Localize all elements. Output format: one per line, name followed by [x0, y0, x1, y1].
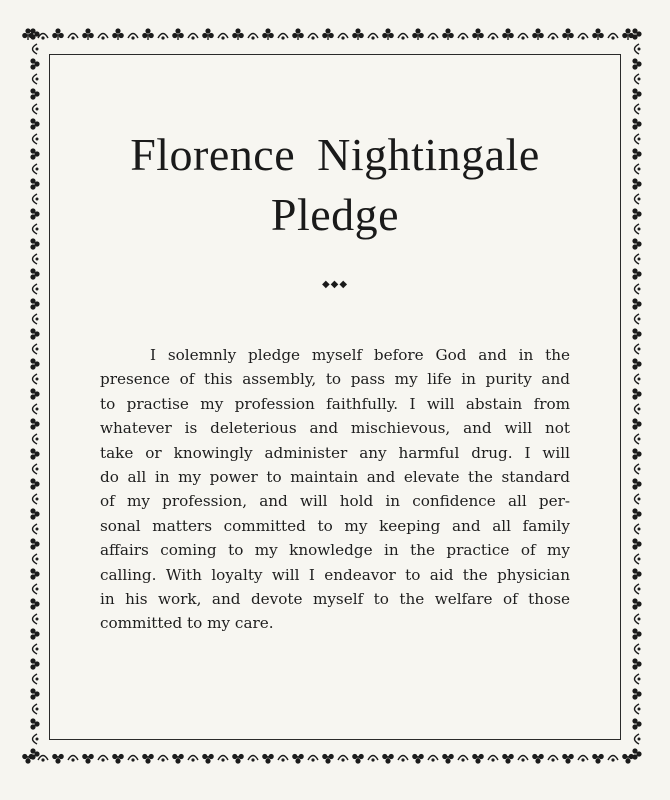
border-ornament: [33, 734, 39, 744]
border-ornament: [30, 748, 39, 759]
pledge-line: I solemnly pledge myself before God and in the: [150, 346, 570, 364]
border-ornament: [82, 28, 94, 40]
border-ornament: [412, 28, 424, 40]
border-ornament: [632, 328, 641, 339]
border-ornament: [30, 28, 39, 39]
border-ornament: [33, 224, 39, 234]
border-ornament: [632, 58, 641, 69]
border-ornament: [30, 568, 39, 579]
border-ornament: [635, 584, 641, 594]
pledge-line: to practise my profession faithfully. I will abstain from: [100, 394, 570, 413]
border-ornament: [632, 748, 641, 759]
border-ornament: [112, 754, 124, 764]
pledge-line: sonal matters committed to my keeping and all family: [100, 516, 570, 535]
border-ornament: [632, 598, 641, 609]
diamond-ornament: ◆◆◆: [321, 279, 349, 290]
border-ornament: [248, 34, 258, 40]
border-ornament: [338, 756, 348, 762]
border-ornament: [632, 538, 641, 549]
border-ornament: [635, 674, 641, 684]
pledge-line: of my profession, and will hold in confidence all per-: [100, 492, 570, 511]
border-ornament: [632, 148, 641, 159]
border-ornament: [532, 754, 544, 764]
border-ornament: [635, 344, 641, 354]
pledge-line: do all in my power to maintain and elevate the standard: [100, 468, 570, 487]
border-ornament: [33, 674, 39, 684]
border-ornament: [632, 718, 641, 729]
border-ornament: [232, 754, 244, 764]
border-ornament: [33, 464, 39, 474]
border-ornament: [635, 734, 641, 744]
border-ornament: [632, 178, 641, 189]
border-ornament: [33, 284, 39, 294]
border-ornament: [33, 524, 39, 534]
border-ornament: [33, 254, 39, 264]
border-ornament: [218, 34, 228, 40]
border-ornament: [30, 118, 39, 129]
border-ornament: [635, 614, 641, 624]
border-ornament: [382, 754, 394, 764]
border-ornament: [33, 404, 39, 414]
border-ornament: [33, 584, 39, 594]
border-ornament: [398, 34, 408, 40]
border-ornament: [98, 756, 108, 762]
border-ornament: [632, 418, 641, 429]
border-ornament: [578, 756, 588, 762]
border-ornament: [368, 756, 378, 762]
border-ornament: [632, 658, 641, 669]
border-ornament: [308, 756, 318, 762]
border-ornament: [172, 754, 184, 764]
border-ornament: [338, 34, 348, 40]
border-ornament: [635, 314, 641, 324]
border-ornament: [632, 298, 641, 309]
border-ornament: [52, 754, 64, 764]
border-ornament: [635, 104, 641, 114]
border-ornament: [608, 756, 618, 762]
border-ornament: [30, 448, 39, 459]
border-ornament: [635, 644, 641, 654]
border-ornament: [30, 688, 39, 699]
border-ornament: [292, 28, 304, 40]
border-ornament: [188, 756, 198, 762]
border-ornament: [33, 314, 39, 324]
border-ornament: [632, 448, 641, 459]
border-ornament: [33, 494, 39, 504]
border-ornament: [632, 88, 641, 99]
border-ornament: [635, 254, 641, 264]
pledge-line: take or knowingly administer any harmful drug. I will: [100, 443, 570, 462]
border-ornament: [632, 208, 641, 219]
border-ornament: [33, 44, 39, 54]
border-ornament: [142, 28, 154, 40]
border-ornament: [30, 88, 39, 99]
border-ornament: [635, 494, 641, 504]
border-ornament: [635, 554, 641, 564]
border-ornament: [632, 628, 641, 639]
ornamental-border-top: [22, 20, 644, 50]
border-ornament: [292, 754, 304, 764]
border-ornament: [33, 164, 39, 174]
border-ornament: [33, 434, 39, 444]
border-ornament: [632, 268, 641, 279]
border-ornament: [98, 34, 108, 40]
border-ornament: [52, 28, 64, 40]
border-ornament: [635, 704, 641, 714]
border-ornament: [458, 756, 468, 762]
border-ornament: [33, 194, 39, 204]
border-ornament: [412, 754, 424, 764]
border-ornament: [352, 754, 364, 764]
border-ornament: [608, 34, 618, 40]
border-ornament: [33, 134, 39, 144]
border-ornament: [635, 164, 641, 174]
border-ornament: [472, 28, 484, 40]
border-ornament: [202, 28, 214, 40]
border-ornament: [30, 208, 39, 219]
border-ornament: [33, 104, 39, 114]
border-ornament: [142, 754, 154, 764]
border-ornament: [562, 28, 574, 40]
border-ornament: [278, 34, 288, 40]
border-ornament: [158, 34, 168, 40]
border-ornament: [128, 756, 138, 762]
border-ornament: [635, 74, 641, 84]
border-ornament: [30, 388, 39, 399]
border-ornament: [632, 568, 641, 579]
border-ornament: [33, 554, 39, 564]
border-ornament: [112, 28, 124, 40]
border-ornament: [428, 34, 438, 40]
border-ornament: [635, 464, 641, 474]
border-ornament: [488, 34, 498, 40]
border-ornament: [635, 434, 641, 444]
border-ornament: [632, 478, 641, 489]
border-ornament: [458, 34, 468, 40]
border-ornament: [30, 358, 39, 369]
border-ornament: [635, 374, 641, 384]
border-ornament: [635, 224, 641, 234]
border-ornament: [532, 28, 544, 40]
border-ornament: [635, 134, 641, 144]
border-ornament: [472, 754, 484, 764]
border-ornament: [592, 754, 604, 764]
border-ornament: [30, 598, 39, 609]
border-ornament: [635, 284, 641, 294]
border-ornament: [502, 28, 514, 40]
border-ornament: [33, 614, 39, 624]
border-ornament: [488, 756, 498, 762]
border-ornament: [30, 328, 39, 339]
border-ornament: [632, 508, 641, 519]
border-ornament: [635, 44, 641, 54]
border-ornament: [68, 756, 78, 762]
border-ornament: [30, 418, 39, 429]
border-ornament: [30, 628, 39, 639]
border-ornament: [322, 754, 334, 764]
border-ornament: [33, 704, 39, 714]
border-ornament: [442, 754, 454, 764]
pledge-line: calling. With loyalty will I endeavor to aid the physician: [100, 565, 570, 584]
border-ornament: [218, 756, 228, 762]
border-ornament: [33, 74, 39, 84]
border-ornament: [578, 34, 588, 40]
border-ornament: [30, 268, 39, 279]
border-ornament: [635, 524, 641, 534]
title-line-1: Florence Nightingale: [130, 129, 540, 180]
border-ornament: [278, 756, 288, 762]
border-ornament: [548, 756, 558, 762]
border-ornament: [632, 118, 641, 129]
border-ornament: [632, 28, 641, 39]
border-ornament: [352, 28, 364, 40]
ornamental-border-left: [22, 28, 46, 768]
border-ornament: [632, 358, 641, 369]
border-ornament: [30, 238, 39, 249]
border-ornament: [30, 148, 39, 159]
border-ornament: [632, 238, 641, 249]
border-ornament: [322, 28, 334, 40]
pledge-line: committed to my care.: [100, 614, 274, 633]
border-ornament: [368, 34, 378, 40]
title-line-2: Pledge: [270, 189, 400, 240]
border-ornament: [635, 194, 641, 204]
border-ornament: [158, 756, 168, 762]
border-ornament: [635, 404, 641, 414]
border-ornament: [262, 754, 274, 764]
border-ornament: [30, 58, 39, 69]
border-ornament: [33, 344, 39, 354]
border-ornament: [33, 644, 39, 654]
border-ornament: [548, 34, 558, 40]
pledge-line: in his work, and devote myself to the welfare of those: [100, 590, 570, 609]
pledge-line: affairs coming to my knowledge in the practice of my: [100, 541, 570, 560]
border-ornament: [30, 658, 39, 669]
border-ornament: [30, 478, 39, 489]
border-ornament: [82, 754, 94, 764]
border-ornament: [68, 34, 78, 40]
border-ornament: [382, 28, 394, 40]
border-ornament: [33, 374, 39, 384]
border-ornament: [128, 34, 138, 40]
border-ornament: [172, 28, 184, 40]
page-title: [50, 125, 620, 245]
border-ornament: [632, 388, 641, 399]
pledge-line: whatever is deleterious and mischievous, and will not: [100, 419, 570, 438]
border-ornament: [30, 718, 39, 729]
border-ornament: [592, 28, 604, 40]
border-ornament: [232, 28, 244, 40]
border-ornament: [398, 756, 408, 762]
border-ornament: [30, 538, 39, 549]
ornamental-border-bottom: [22, 742, 644, 772]
border-ornament: [202, 754, 214, 764]
border-ornament: [30, 298, 39, 309]
border-ornament: [518, 34, 528, 40]
pledge-text: [100, 343, 570, 636]
border-ornament: [562, 754, 574, 764]
inner-frame: [49, 54, 621, 740]
border-ornament: [262, 28, 274, 40]
border-ornament: [518, 756, 528, 762]
border-ornament: [30, 178, 39, 189]
border-ornament: [632, 688, 641, 699]
border-ornament: [188, 34, 198, 40]
ornamental-border-right: [624, 28, 648, 768]
border-ornament: [428, 756, 438, 762]
border-ornament: [248, 756, 258, 762]
border-ornament: [30, 508, 39, 519]
border-ornament: [308, 34, 318, 40]
border-ornament: [442, 28, 454, 40]
pledge-line: presence of this assembly, to pass my life in purity and: [100, 370, 570, 389]
border-ornament: [502, 754, 514, 764]
